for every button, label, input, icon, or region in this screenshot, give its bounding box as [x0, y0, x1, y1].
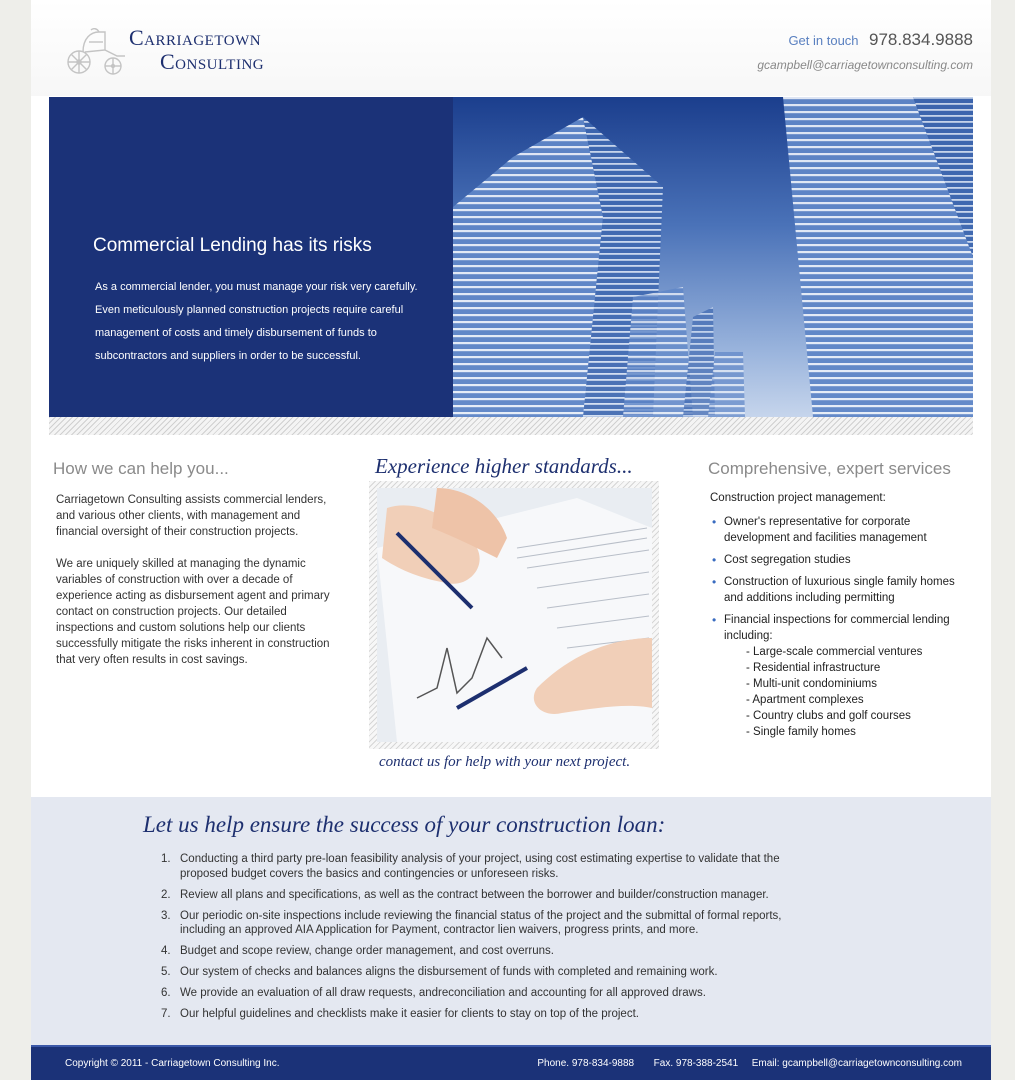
bullet-icon: •: [712, 575, 717, 589]
brand-logo[interactable]: [129, 26, 264, 74]
list-item: - Residential infrastructure: [746, 662, 881, 674]
list-item: [161, 986, 821, 1001]
service-text: Financial inspections for commercial lending including:: [724, 614, 950, 642]
bullet-icon: •: [712, 515, 717, 529]
header-phone: 978.834.9888: [869, 30, 973, 49]
bullet-icon: •: [712, 553, 717, 567]
footer-fax: Fax. 978-388-2541: [653, 1058, 739, 1069]
list-item: [161, 909, 821, 938]
hero-text: As a commercial lender, you must manage your risk very carefully. Even meticulously planned construction projects require careful management of costs and timely disbursement of funds to subcontractors and suppliers in order to be successful.: [95, 281, 418, 362]
step-text: Conducting a third party pre-loan feasibility analysis of your project, using cost estimating expertise to validate that the proposed budget covers the basics and contingencies or unforeseen risks.: [180, 853, 780, 880]
contact-cta-link[interactable]: contact us for help with your next project.: [379, 754, 631, 770]
left-col-paragraph-1: Carriagetown Consulting assists commercial lenders, and various other clients, with management and financial oversight of their construction projects.: [56, 494, 327, 538]
list-item: [161, 888, 821, 903]
hero-divider: [49, 417, 973, 435]
skyscraper-image: [453, 97, 973, 417]
service-text: Owner's representative for corporate development and facilities management: [724, 516, 927, 544]
list-item: - Large-scale commercial ventures: [746, 646, 923, 658]
step-text: Review all plans and specifications, as well as the contract between the borrower and builder/construction manager.: [180, 888, 769, 901]
list-item: - Single family homes: [746, 726, 856, 738]
right-col-heading: Comprehensive, expert services: [708, 459, 951, 478]
bullet-icon: •: [712, 613, 717, 627]
band-title: Let us help ensure the success of your construction loan:: [143, 812, 666, 837]
step-number: 1.: [161, 853, 171, 865]
service-text: Cost segregation studies: [724, 554, 851, 566]
left-col-heading: How we can help you...: [53, 459, 229, 478]
list-item: [161, 1007, 821, 1022]
brand-line1: Carriagetown: [129, 25, 262, 50]
step-number: 5.: [161, 966, 171, 978]
header-email-link[interactable]: gcampbell@carriagetownconsulting.com: [757, 58, 973, 72]
left-col-text: [56, 492, 336, 684]
carriage-logo-icon: [65, 28, 127, 76]
services-intro: Construction project management:: [710, 492, 886, 504]
header: [31, 0, 991, 96]
footer-contact: [537, 1058, 962, 1069]
footer-copyright: Copyright © 2011 - Carriagetown Consulting Inc.: [65, 1058, 280, 1069]
list-item: [712, 574, 972, 606]
list-item: - Apartment complexes: [746, 694, 864, 706]
left-col-paragraph-2: We are uniquely skilled at managing the dynamic variables of construction with over a decade of experience acting as disbursement agent and primary contact on construction projects. Our detailed inspections and custom solutions help our clients successfully mitigate the risks inherent in construction that very often results in cost savings.: [56, 558, 330, 666]
step-text: Our periodic on-site inspections include reviewing the financial status of the project and the submittal of formal reports, including an approved AIA Application for Payment, contractor lien waivers, progress prints, and more.: [180, 909, 782, 936]
get-in-touch-label: Get in touch: [788, 33, 859, 48]
list-item: [161, 965, 821, 980]
step-number: 2.: [161, 888, 171, 901]
service-text: Construction of luxurious single family homes and additions including permitting: [724, 576, 955, 604]
footer-phone: Phone. 978-834-9888: [537, 1058, 635, 1069]
footer-email-link[interactable]: Email: gcampbell@carriagetownconsulting.com: [751, 1058, 962, 1069]
mid-col-heading: Experience higher standards...: [375, 454, 633, 478]
list-item: [712, 612, 972, 740]
step-number: 6.: [161, 987, 171, 999]
list-item: - Country clubs and golf courses: [746, 710, 911, 722]
step-text: We provide an evaluation of all draw requests, andreconciliation and accounting for all approved draws.: [180, 987, 706, 999]
signing-document-photo: [377, 488, 652, 742]
list-item: [161, 852, 821, 881]
footer: [31, 1045, 991, 1080]
brand-line2: Consulting: [160, 49, 265, 74]
hero-title: Commercial Lending has its risks: [93, 235, 372, 256]
step-text: Our system of checks and balances aligns the disbursement of funds with completed and remaining work.: [180, 966, 718, 978]
header-contact: [757, 30, 973, 72]
list-item: [161, 944, 821, 959]
step-number: 7.: [161, 1008, 171, 1020]
services-sub-list: [720, 644, 972, 740]
list-item: [712, 514, 972, 546]
services-list: [712, 514, 972, 746]
step-number: 4.: [161, 945, 171, 957]
hero-text-panel: [49, 97, 453, 417]
step-text: Budget and scope review, change order management, and cost overruns.: [180, 945, 554, 957]
hero-banner: [49, 97, 973, 417]
page: [31, 0, 991, 1080]
steps-list: [161, 852, 821, 1028]
list-item: - Multi-unit condominiums: [746, 678, 878, 690]
list-item: [712, 552, 972, 568]
step-text: Our helpful guidelines and checklists make it easier for clients to stay on top of the project.: [180, 1008, 639, 1020]
step-number: 3.: [161, 909, 171, 922]
